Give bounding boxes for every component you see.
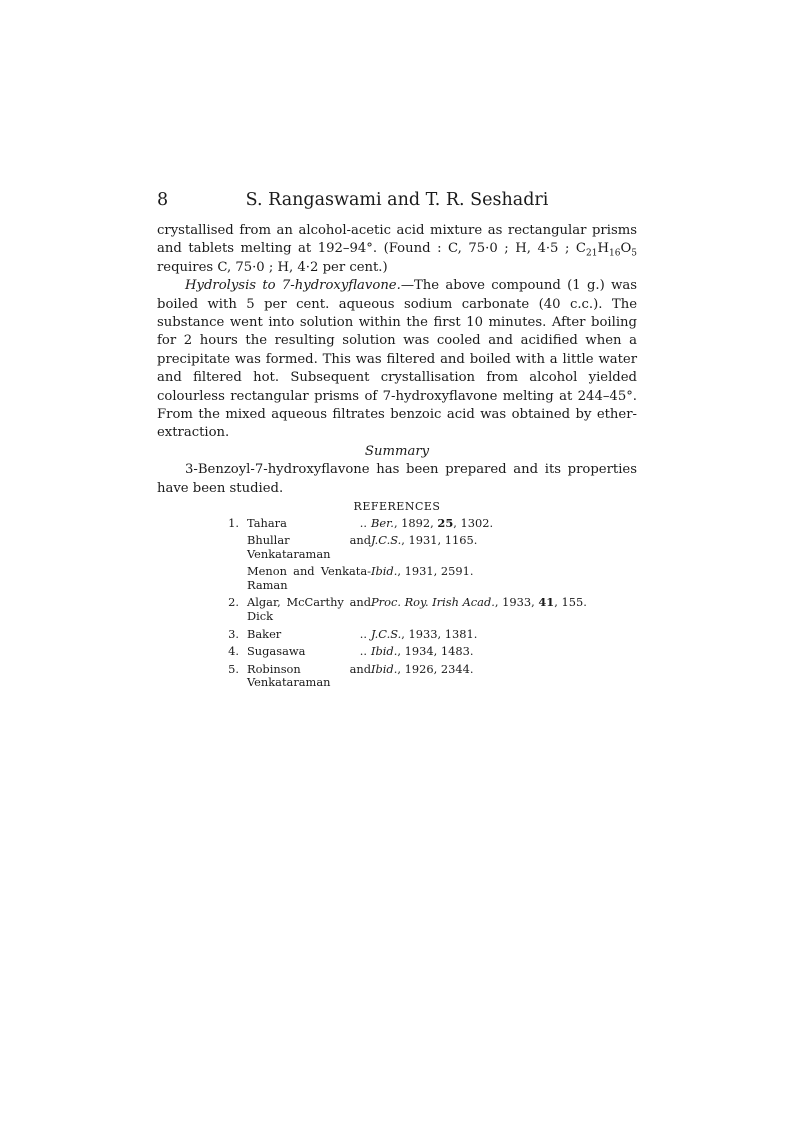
paragraph-crystallisation <box>157 222 637 277</box>
reference-volume: 25 <box>437 515 454 530</box>
reference-journal: Ber. <box>371 515 394 530</box>
reference-leader-dots: .. <box>359 515 367 530</box>
reference-number: 1. <box>228 515 239 530</box>
reference-citation <box>371 645 637 659</box>
reference-author-cell <box>247 517 371 531</box>
reference-journal: Proc. Roy. Irish Acad. <box>371 595 495 610</box>
reference-author-cell <box>247 596 371 623</box>
reference-number <box>217 534 247 561</box>
para1-text-b: H <box>597 241 609 257</box>
reference-item <box>217 628 637 642</box>
reference-journal: Ibid. <box>371 661 398 676</box>
reference-author: Bhullar and Venkataraman <box>247 533 371 561</box>
reference-journal: Ibid. <box>371 564 398 579</box>
page-header <box>157 190 637 218</box>
para1-sub-o: 5 <box>631 249 637 260</box>
reference-journal: Ibid. <box>371 644 398 659</box>
reference-volume: 41 <box>538 595 555 610</box>
reference-number: 3. <box>228 626 239 641</box>
reference-citation <box>371 628 637 642</box>
reference-author-cell <box>247 628 371 642</box>
reference-item <box>217 596 637 623</box>
reference-author: Menon and Venkata-Raman <box>247 564 371 592</box>
paragraph-hydrolysis <box>157 277 637 443</box>
reference-author: Algar, McCarthy and Dick <box>247 595 371 624</box>
running-title: S. Rangaswami and T. R. Seshadri <box>245 190 549 210</box>
reference-leader-dots: .. <box>359 644 367 659</box>
reference-author-cell <box>247 663 371 690</box>
reference-citation <box>371 517 637 531</box>
para1-sub-h: 16 <box>609 249 621 260</box>
reference-number: 5. <box>228 661 239 676</box>
reference-item <box>217 565 637 592</box>
reference-year: , 1931, 1165. <box>401 533 478 548</box>
reference-author: Baker <box>247 626 282 641</box>
reference-citation <box>371 663 637 690</box>
reference-journal: J.C.S. <box>371 626 402 641</box>
reference-item <box>217 663 637 690</box>
reference-leader-dots: .. <box>359 626 367 641</box>
reference-item <box>217 645 637 659</box>
reference-author-cell <box>247 534 371 561</box>
reference-citation <box>371 565 637 592</box>
reference-year: , 1933, <box>494 595 539 610</box>
reference-author-cell <box>247 565 371 592</box>
reference-year: , 1892, <box>393 515 438 530</box>
reference-number <box>217 565 247 592</box>
para1-text-d: requires C, 75·0 ; H, 4·2 per cent.) <box>157 259 388 275</box>
article-body <box>157 222 637 694</box>
reference-page: , 155. <box>554 595 587 610</box>
references-heading: REFERENCES <box>353 500 441 514</box>
reference-citation <box>371 534 637 561</box>
para1-text-c: O <box>620 241 632 257</box>
reference-page: , 1302. <box>453 515 494 530</box>
reference-author: Sugasawa <box>247 644 306 659</box>
reference-year: , 1931, 2591. <box>397 564 474 579</box>
page-number: 8 <box>157 190 169 210</box>
reference-author-cell <box>247 645 371 659</box>
reference-journal: J.C.S. <box>371 533 402 548</box>
references-list <box>217 517 637 691</box>
reference-item <box>217 517 637 531</box>
para1-text-a: crystallised from an alcohol-acetic acid mixture as rectangular prisms and tablets melting at 192–94°. (Found : C, 75·0 ; H, 4·5 ; C <box>157 223 637 257</box>
hydrolysis-text: —The above compound (1 g.) was boiled with 5 per cent. aqueous sodium carbonate (40 c.c.). The substance went into solution within the first 10 minutes. After boiling for 2 hours the resulting solution was cooled and acidified when a precipitate was formed. This was filtered and boiled with a little water and filtered hot. Subsequent crystallisation from alcohol yielded colourless rectangular prisms of 7-hydroxyflavone melting at 244–45°. From the mixed aqueous filtrates benzoic acid was obtained by ether-extraction. <box>157 278 637 441</box>
hydrolysis-heading: Hydrolysis to 7-hydroxyflavone. <box>185 278 401 294</box>
reference-year: , 1926, 2344. <box>397 661 474 676</box>
reference-number: 2. <box>228 595 239 610</box>
reference-author: Robinson and Venkataraman <box>247 661 371 690</box>
reference-year: , 1934, 1483. <box>397 644 474 659</box>
reference-citation <box>371 596 637 623</box>
summary-text: 3-Benzoyl-7-hydroxyflavone has been prepared and its properties have been studied. <box>157 462 637 496</box>
summary-heading: Summary <box>364 443 430 459</box>
reference-author: Tahara <box>247 515 287 530</box>
reference-item <box>217 534 637 561</box>
para1-sub-c: 21 <box>586 249 598 260</box>
reference-number: 4. <box>228 644 239 659</box>
reference-year: , 1933, 1381. <box>401 626 478 641</box>
